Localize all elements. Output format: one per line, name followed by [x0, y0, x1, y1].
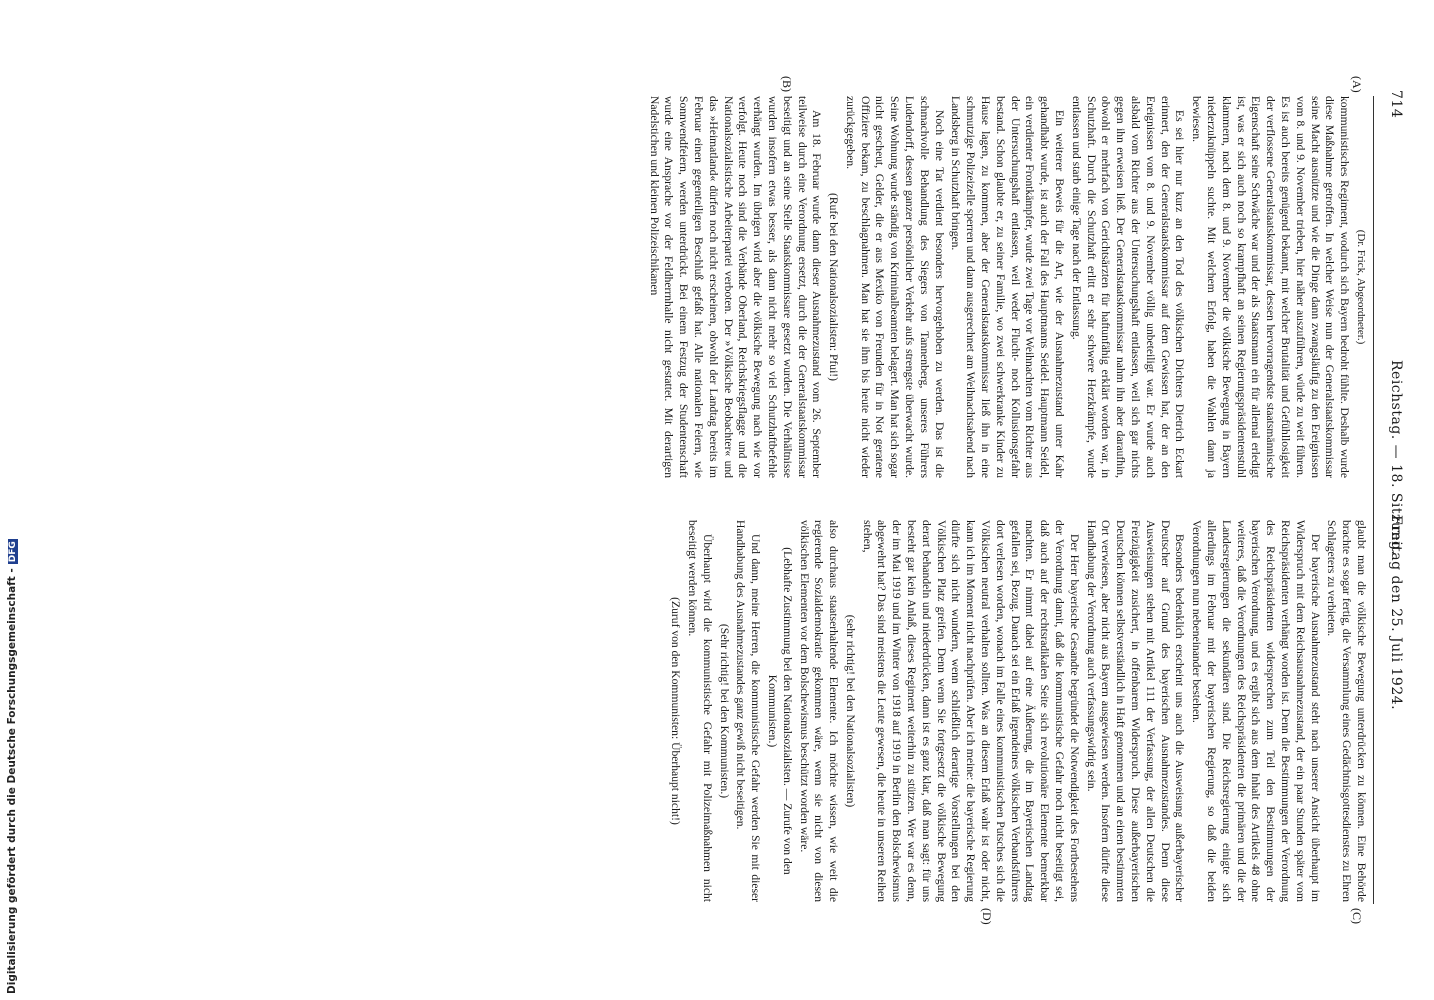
footer-text-line	[6, 541, 22, 994]
speaker-note: (Dr. Frick, Abgeordneter.)	[1355, 229, 1367, 345]
right-column	[665, 520, 1368, 902]
paragraph: kommunistisches Regiment, wodurch sich Bayern bedroht fühlte. Deshalb wurde diese Maßnahme getroffen. In welcher Weise nun der Generalstaatskommissar seine Macht ausnützte und wie die Dinge dann zwangsläufig zu den Ereignissen vom 8. und 9. November trieben, hier näher auszuführen, würde zu weit führen. Es ist auch bereits genügend bekannt, mit welcher Brutalität und Gefühllosigkeit der verflossene Generalstaatskommissar, dessen hervorragendste staatsmännische Eigenschaft seine Schwäche war und der als Staatsmann ein für allemal erledigt ist, was er sich auch noch so krampfhaft an seinen Regierungspräsidentenstuhl klammern, nach dem 8. und 9. November die völkische Bewegung in Bayern niederzuknüppeln suchte. Mit welchem Erfolg, haben die Wahlen dann ja bewiesen.	[1190, 96, 1352, 478]
paragraph: Besonders bedenklich erscheint uns auch die Ausweisung außerbayerischer Deutscher auf Grund des bayerischen Ausnahmezustandes. Denn diese Ausweisungen stehen mit Artikel 111 der Verfassung, der allen Deutschen die Freizügigkeit zusichert, in offenbarem Widerspruch. Diese außerbayerischen Deutschen können selbstverständlich in Haft genommen und an einen bestimmten Ort verwiesen, aber nicht aus Bayern ausgewiesen werden. Insofern dürfte diese Handhabung der Verordnung auch verfassungswidrig sein.	[1084, 520, 1187, 902]
interjection: (Sehr richtig! bei den Kommunisten.)	[717, 623, 731, 799]
header-rule	[1373, 96, 1374, 904]
paragraph: Und dann, meine Herren, die kommunistische Gefahr werden Sie mit dieser Handhabung des Ausnahmezustandes ganz gewiß nicht beseitigen.	[734, 520, 763, 902]
paragraph: Überhaupt wird die kommunistische Gefahr mit Polizeimaßnahmen nicht beseitigt werden können.	[685, 520, 714, 902]
interjection: (Lebhafte Zustimmung bei den Nationalsozialisten. — Zurufe von den Kommunisten.)	[765, 547, 794, 875]
paragraph: Der bayerische Ausnahmezustand steht nach unserer Ansicht überhaupt im Widerspruch mit dem Reichsausnahmezustand, der ein paar Stunden später vom Reichspräsidenten verhängt worden ist. Denn die Bestimmungen der Verordnung des Reichspräsidenten widersprechen zum Teil den Bestimmungen der bayerischen Verordnung, und es ergibt sich aus dem Inhalt des Artikels 48 ohne weiteres, daß die Verordnungen des Reichspräsidenten die primären und die der Landesregierungen die sekundären sind. Die Reichsregierung einigte sich allerdings im Februar mit der bayerischen Regierung, so daß die beiden Verordnungen nun nebeneinander bestehen.	[1190, 520, 1322, 902]
page-number: 714	[1388, 90, 1404, 119]
left-column	[644, 96, 1368, 478]
page-title: Reichstag. — 18. Sitzung.	[1388, 360, 1404, 556]
dfg-logo: DFG	[8, 541, 18, 563]
digitization-footer	[6, 541, 22, 994]
paragraph: also durchaus staatserhaltende Elemente. Ich möchte wissen, wie weit die regierende Sozialdemokratie gekommen wäre, wenn sie nicht von diesen völkischen Elementen vor dem Bolschewismus beschützt worden wäre.	[797, 520, 841, 902]
interjection: (sehr richtig! bei den Nationalsozialisten)	[843, 614, 857, 808]
interjection: (Zuruf von den Kommunisten: Überhaupt nicht!)	[669, 597, 683, 825]
paragraph: Noch eine Tat verdient besonders hervorgehoben zu werden. Das ist die schmachvolle Behandlung des Siegers von Tannenberg, unseres Führers Ludendorff, dessen ganzer persönlicher Verkehr aufs strengste überwacht wurde. Seine Wohnung wurde ständig von Kriminalbeamten belagert. Man hat sich sogar nicht gescheut, Gelder, die er aus Mexiko von Freunden für in Not geratene Offiziere bekam, zu beschlagnahmen. Man hat sie ihm bis heute nicht wieder zurückgegeben.	[843, 96, 946, 478]
page-date: Freitag den 25. Juli 1924.	[1388, 515, 1404, 711]
margin-marker-c: (C)	[1350, 908, 1364, 924]
paragraph: Ein weiterer Beweis für die Art, wie der Ausnahmezustand unter Kahr gehandhabt wurde, ist auch der Fall des Hauptmanns Seidel. Hauptmann Seidel, ein verdienter Frontkämpfer, wurde zwei Tage vor Weihnachten vom Richter aus der Untersuchungshaft entlassen, weil weder Flucht- noch Kollusionsgefahr bestand. Schon glaubte er, zu seiner Familie, wo zwei schwerkranke Kinder zu Hause lagen, zu kommen, aber der Generalstaatskommissar ließ ihn in eine schmutzige Polizeizelle sperren und dann ausgerechnet am Weihnachtsabend nach Landsberg in Schutzhaft bringen.	[949, 96, 1067, 478]
margin-marker-b: (B)	[780, 76, 794, 92]
paragraph: Es sei hier nur kurz an den Tod des völkischen Dichters Dietrich Eckart erinnert, den der Generalstaatskommissar auf dem Gewissen hat, der an den Ereignissen vom 8. und 9. November völlig unbeteiligt war. Er wurde auch alsbald vom Richter aus der Untersuchungshaft entlassen, weil sich gar nichts gegen ihn erweisen ließ. Der Generalstaatskommissar nahm ihn aber daraufhin, obwohl er mehrfach von Gerichtsärzten für haftunfähig erklärt worden war, in Schutzhaft. Durch die Schutzhaft erlitt er sehr schwere Herzkrämpfe, wurde entlassen und starb einige Tage nach der Entlassung.	[1069, 96, 1187, 478]
footer-text: Digitalisierung gefördert durch die Deutsche Forschungsgemeinschaft -	[6, 568, 18, 994]
paragraph: glaubt man die völkische Bewegung unterdrücken zu können. Eine Behörde brachte es sogar fertig, die Versammlung eines Gedächtnisgottesdienstes zu Ehren Schlageters zu verbieten.	[1325, 520, 1368, 902]
paragraph: Am 18. Februar wurde dann dieser Ausnahmezustand vom 26. September teilweise durch eine Verordnung ersetzt, durch die der Generalstaatskommissar beseitigt und an seine Stelle Staatskommissare gesetzt wurden. Die Verhältnisse wurden insofern etwas besser, als dann nicht mehr so viel Schutzhaftbefehle verhängt wurden. Im übrigen wird aber die völkische Bewegung nach wie vor verfolgt. Heute noch sind die Verbände Oberland, Reichskriegsflagge und die Nationalsozialistische Arbeiterpartei verboten. Der »Völkische Beobachter« und das »Heimatland« dürfen noch nicht erscheinen, obwohl der Landtag bereits im Februar einen gegenteiligen Beschluß gefaßt hat. Alle nationalen Feiern, wie Sonnwendfeiern, werden unterdrückt. Bei einem Festzug der Studentenschaft wurde eine Ansprache vor der Feldherrnhalle nicht gestattet. Mit derartigen Nadelstichen und kleinen Polizeischikanen	[647, 96, 824, 478]
interjection: (Rufe bei den Nationalsozialisten: Pfui!)	[827, 192, 841, 382]
paragraph: Der Herr bayerische Gesandte begründet die Notwendigkeit des Fortbestehens der Verordnung damit, daß die kommunistische Gefahr noch nicht beseitigt sei, daß auch auf der rechtsradikalen Seite sich revolutionäre Elemente bemerkbar machten. Er nimmt dabei auf eine Äußerung, die im Bayerischen Landtag gefallen sei, Bezug. Danach sei ein Erlaß irgendeines völkischen Verbandsführers dort verlesen worden, wonach im Falle eines kommunistischen Putsches sich die Völkischen neutral verhalten sollten. Was an diesem Erlaß wahr ist oder nicht, kann ich im Moment nicht nachprüfen. Aber ich meine: die bayerische Regierung dürfte sich nicht wundern, wenn schließlich derartige Vorstellungen bei den Völkischen Platz greifen. Denn wenn Sie fortgesetzt die völkische Bewegung derart behandeln und niederdrücken, dann ist es ganz klar, daß man sagt: für uns besteht gar kein Anlaß, dieses Regiment weiterhin zu stützen. Wer war es denn, der im Mai 1919 und im Winter von 1918 auf 1919 in Berlin den Bolschewismus abgewehrt hat? Das sind meistens die Leute gewesen, die heute in unseren Reihen stehen,	[860, 520, 1081, 902]
margin-marker-a: (A)	[1350, 76, 1364, 93]
margin-marker-d: (D)	[980, 908, 994, 925]
